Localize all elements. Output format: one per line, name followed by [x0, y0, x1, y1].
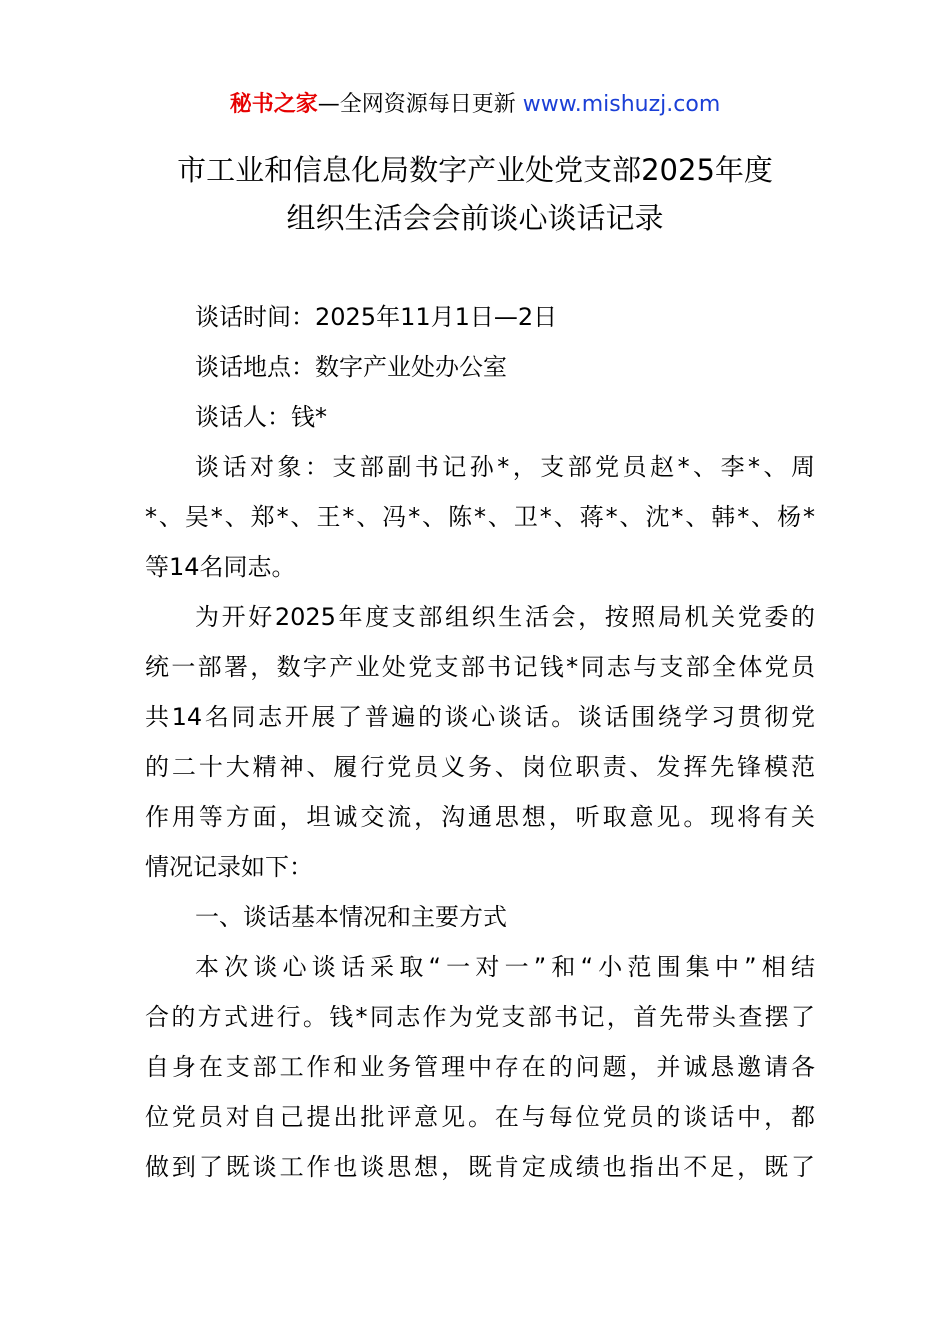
meta-speaker: 谈话人：钱* — [195, 403, 327, 431]
paragraph-line: 为开好2025年度支部组织生活会，按照局机关党委的 — [195, 603, 815, 631]
meta-location: 谈话地点：数字产业处办公室 — [195, 353, 507, 381]
paragraph-line: 情况记录如下： — [145, 853, 313, 881]
watermark-tagline: —全网资源每日更新 — [317, 92, 523, 117]
watermark-header — [0, 88, 950, 122]
paragraph-line: 共14名同志开展了普遍的谈心谈话。谈话围绕学习贯彻党 — [145, 703, 815, 731]
paragraph-line: 统一部署，数字产业处党支部书记钱*同志与支部全体党员 — [145, 653, 815, 681]
document-title-line-1: 市工业和信息化局数字产业处党支部2025年度 — [177, 153, 773, 187]
paragraph-line: 作用等方面，坦诚交流，沟通思想，听取意见。现将有关 — [145, 803, 815, 831]
paragraph-line: 的二十大精神、履行党员义务、岗位职责、发挥先锋模范 — [145, 753, 815, 781]
meta-audience-line: 谈话对象：支部副书记孙*，支部党员赵*、李*、周 — [195, 453, 815, 481]
paragraph-line: 本次谈心谈话采取“一对一”和“小范围集中”相结 — [195, 953, 815, 981]
watermark-brand: 秘书之家 — [229, 92, 318, 117]
watermark-url: www.mishuzj.com — [522, 92, 721, 117]
meta-audience-line: 等14名同志。 — [145, 553, 296, 581]
meta-time: 谈话时间：2025年11月1日—2日 — [195, 303, 558, 331]
paragraph-line: 合的方式进行。钱*同志作为党支部书记，首先带头查摆了 — [145, 1003, 815, 1031]
paragraph-line: 自身在支部工作和业务管理中存在的问题，并诚恳邀请各 — [145, 1053, 815, 1081]
paragraph-line: 做到了既谈工作也谈思想，既肯定成绩也指出不足，既了 — [145, 1153, 815, 1181]
document-title-line-2: 组织生活会会前谈心谈话记录 — [286, 201, 664, 235]
meta-audience-line: *、吴*、郑*、王*、冯*、陈*、卫*、蒋*、沈*、韩*、杨* — [145, 503, 815, 531]
section-heading: 一、谈话基本情况和主要方式 — [195, 903, 507, 931]
paragraph-line: 位党员对自己提出批评意见。在与每位党员的谈话中，都 — [145, 1103, 815, 1131]
